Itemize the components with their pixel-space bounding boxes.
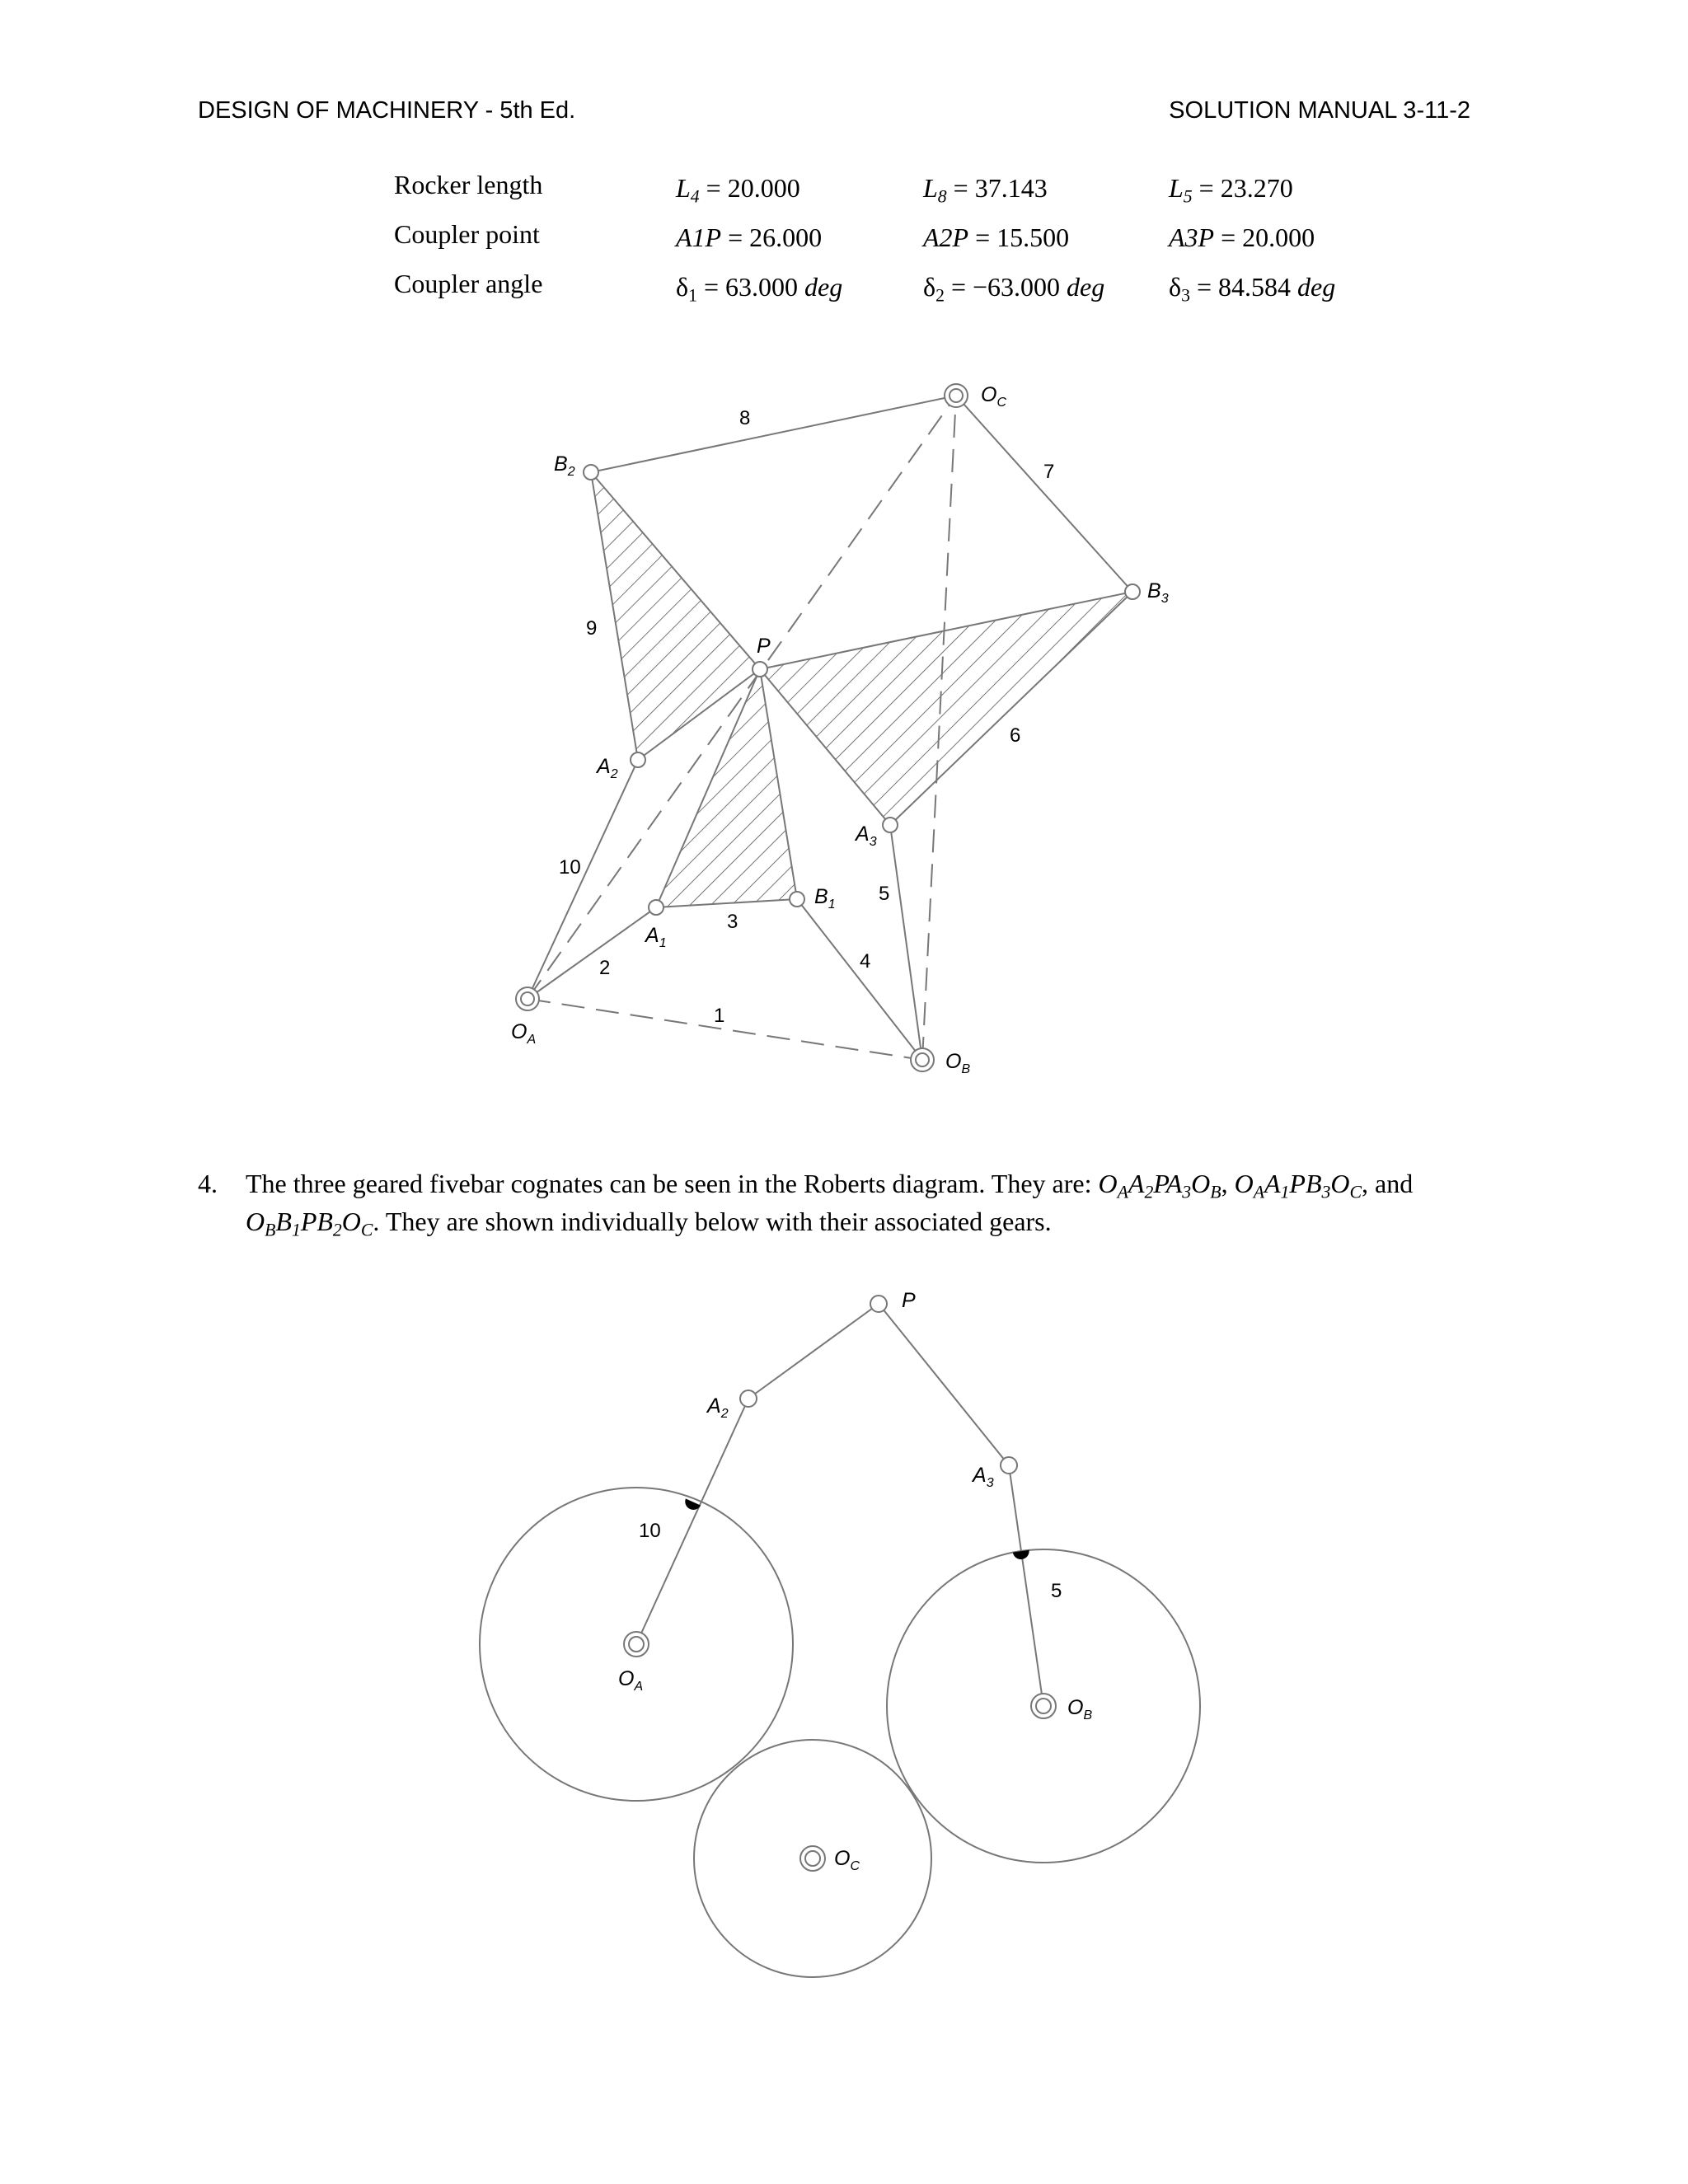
row-label-rocker-length: Rocker length <box>394 170 543 199</box>
value-A2P: A2P = 15.500 <box>923 223 1070 252</box>
label-B1: $B_1$ <box>814 885 836 912</box>
link-number-5-2: 5 <box>1051 1580 1062 1602</box>
link-P-A3 <box>879 1304 1009 1465</box>
value-delta1: $\delta_1 = 63.000$ deg <box>676 272 843 306</box>
link-number-4: 4 <box>860 950 871 972</box>
coupler-6-hatched <box>760 592 1132 825</box>
link-number-8: 8 <box>739 407 751 429</box>
pivot-OA-inner <box>521 992 534 1005</box>
link-2 <box>528 907 656 999</box>
joint-B1 <box>790 892 804 907</box>
link-10 <box>528 760 638 999</box>
paragraph-number: 4. <box>198 1169 218 1198</box>
cognate-2: $O_AA_1PB_3O_C$ <box>1234 1169 1362 1202</box>
label-A2: $A_2$ <box>597 755 618 781</box>
cognate-3: $O_BB_1PB_2O_C$ <box>246 1207 373 1240</box>
link-number-6: 6 <box>1010 724 1021 747</box>
ground-link-1 <box>528 999 922 1060</box>
joint-A2-2 <box>740 1390 757 1407</box>
link-5-crank <box>1009 1465 1043 1706</box>
joint-P <box>753 662 767 677</box>
value-delta2: $\delta_2 = -63.000$ deg <box>923 272 1105 306</box>
pivot-OC-2-inner <box>805 1851 820 1866</box>
label-OB: $O_B$ <box>945 1050 971 1076</box>
pivot-OC-inner <box>950 389 963 402</box>
label-A3-2: $A_3$ <box>973 1464 994 1490</box>
label-P: P <box>757 635 771 658</box>
link-8 <box>591 396 956 472</box>
link-number-3: 3 <box>727 911 738 933</box>
link-A2-P <box>748 1304 879 1399</box>
value-delta3: $\delta_3 = 84.584$ deg <box>1169 272 1336 306</box>
roberts-diagram <box>511 383 1169 1076</box>
pivot-OB-2-inner <box>1036 1699 1051 1713</box>
link-number-10: 10 <box>559 856 581 879</box>
geared-fivebar-diagram <box>480 1289 1200 1977</box>
link-number-2: 2 <box>599 957 611 979</box>
link-number-5: 5 <box>879 883 890 905</box>
row-label-coupler-point: Coupler point <box>394 219 540 249</box>
joint-A3-2 <box>1001 1457 1017 1474</box>
joint-A1 <box>649 900 663 915</box>
label-OC-2: $O_C$ <box>834 1847 860 1873</box>
label-OA: $O_A$ <box>511 1020 537 1047</box>
value-L5: $L_5 = 23.270$ <box>1169 173 1293 207</box>
link-number-7: 7 <box>1043 461 1055 483</box>
label-B2: $B_2$ <box>554 452 575 479</box>
link-7 <box>956 396 1132 592</box>
label-OC: $O_C$ <box>981 383 1007 410</box>
value-L4: $L_4 = 20.000$ <box>676 173 800 207</box>
paragraph-4: 4. The three geared fivebar cognates can be seen in the Roberts diagram. They are: $O_AA_2PA_3O_B$, $O_AA_1PB_3O_C$, and $O_BB_1PB_2O_C$. They are shown individually below with their associated gears. <box>198 1165 1500 1240</box>
joint-B3 <box>1125 584 1140 599</box>
link-number-9: 9 <box>586 617 598 640</box>
link-number-1: 1 <box>714 1005 725 1027</box>
header-right: SOLUTION MANUAL 3-11-2 <box>1169 97 1470 124</box>
value-A3P: A3P = 20.000 <box>1169 223 1315 252</box>
joint-B2 <box>584 465 598 480</box>
pivot-OB-inner <box>916 1053 929 1066</box>
label-OA-2: $O_A$ <box>618 1667 644 1694</box>
coupler-9-hatched <box>591 472 760 760</box>
label-A1: $A_1$ <box>645 924 667 950</box>
value-L8: $L_8 = 37.143$ <box>923 173 1048 207</box>
label-A2-2: $A_2$ <box>707 1394 729 1421</box>
label-P-2: P <box>902 1289 916 1312</box>
label-A3: $A_3$ <box>856 823 877 849</box>
joint-A3 <box>883 818 898 832</box>
joint-P-2 <box>870 1296 887 1312</box>
row-label-coupler-angle: Coupler angle <box>394 269 543 298</box>
cognate-1: $O_AA_2PA_3O_B$ <box>1098 1169 1221 1202</box>
joint-A2 <box>631 752 645 767</box>
link-number-10-2: 10 <box>639 1520 661 1542</box>
label-OB-2: $O_B$ <box>1067 1696 1093 1722</box>
header-left: DESIGN OF MACHINERY - 5th Ed. <box>198 97 576 124</box>
pivot-OA-2-inner <box>629 1637 644 1652</box>
value-A1P: A1P = 26.000 <box>676 223 823 252</box>
label-B3: $B_3$ <box>1147 579 1169 606</box>
